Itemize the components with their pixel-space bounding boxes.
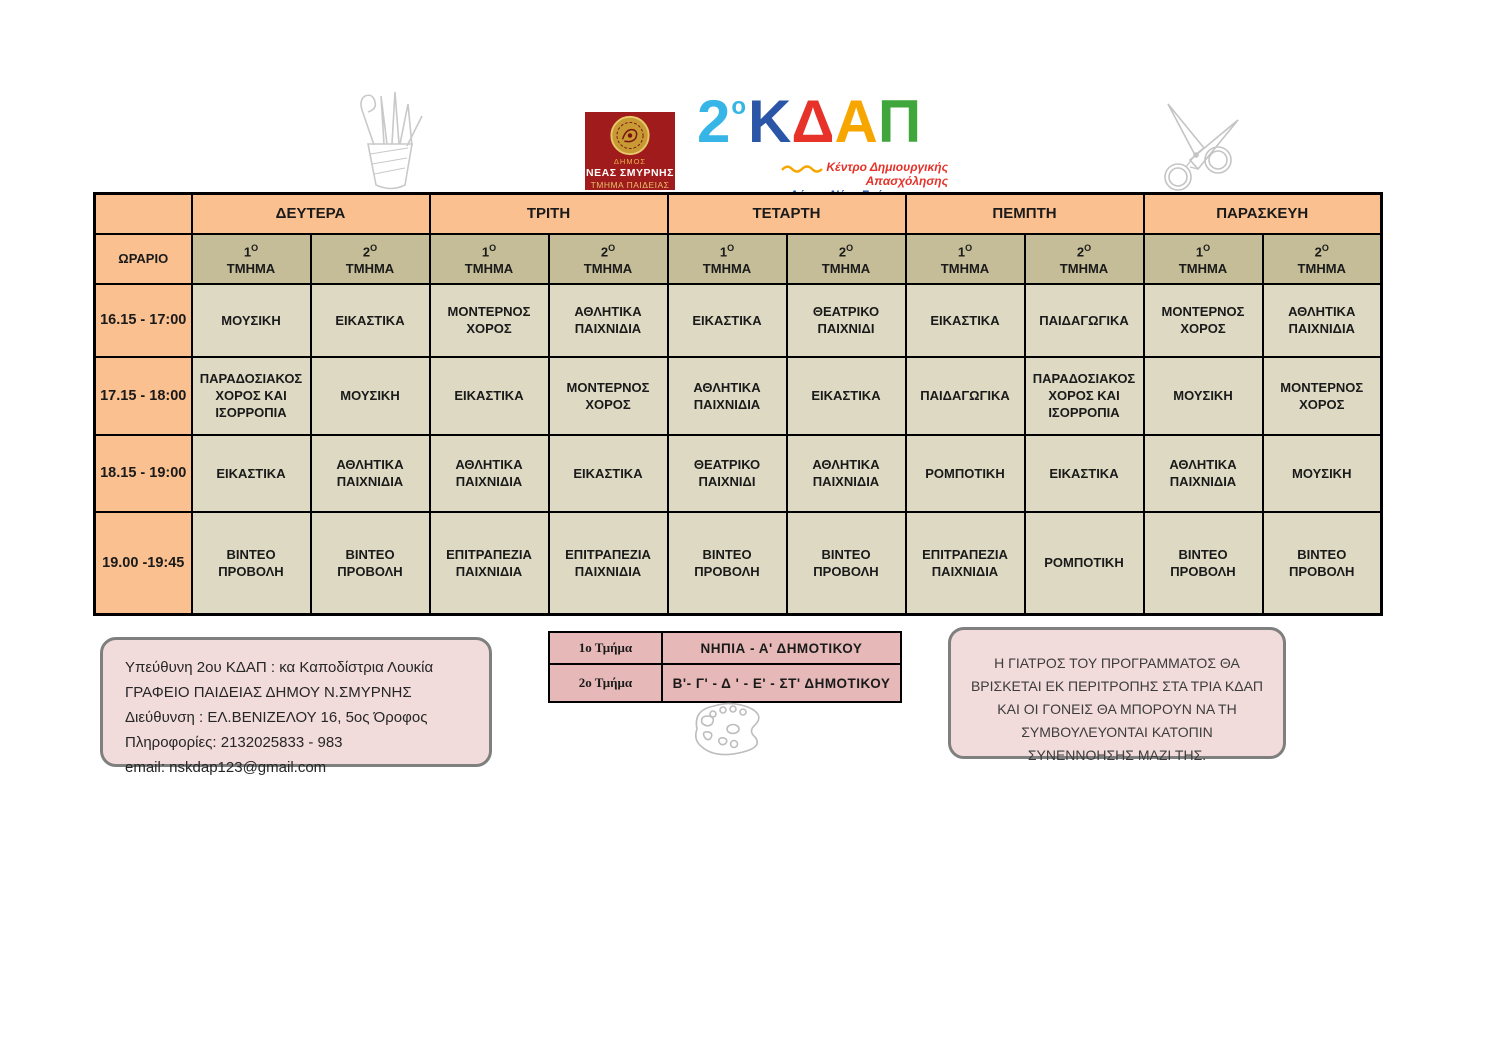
activity-cell: ΜΟΥΣΙΚΗ <box>311 357 430 435</box>
section-number: 1 <box>719 244 728 260</box>
table-row <box>549 664 901 702</box>
section-header <box>1263 234 1382 284</box>
title-letter-k: Κ <box>748 88 792 155</box>
section-header <box>549 234 668 284</box>
section-sup: Ο <box>1203 243 1211 254</box>
activity-cell: ΘΕΑΤΡΙΚΟ ΠΑΙΧΝΙΔΙ <box>668 435 787 512</box>
section-number: 1 <box>1195 244 1204 260</box>
section-label: ΤΜΗΜΑ <box>1059 260 1109 276</box>
activity-cell: ΕΙΚΑΣΤΙΚΑ <box>549 435 668 512</box>
activity-cell: ΜΟΝΤΕΡΝΟΣ ΧΟΡΟΣ <box>549 357 668 435</box>
section-sup: Ο <box>489 243 497 254</box>
table-row <box>95 357 1382 435</box>
activity-cell: ΡΟΜΠΟΤΙΚΗ <box>1025 512 1144 615</box>
palette-icon <box>686 698 766 764</box>
section-number: 1 <box>957 244 966 260</box>
activity-cell: ΠΑΙΔΑΓΩΓΙΚΑ <box>906 357 1025 435</box>
section-label: ΤΜΗΜΑ <box>940 260 990 276</box>
scissors-icon <box>1138 98 1260 194</box>
activity-cell: ΕΙΚΑΣΤΙΚΑ <box>430 357 549 435</box>
day-header-wednesday: ΤΕΤΑΡΤΗ <box>668 194 906 234</box>
section-2-label: 2ο Τμήμα <box>549 664 662 702</box>
section-label: ΤΜΗΜΑ <box>345 260 395 276</box>
municipality-logo <box>585 112 675 190</box>
activity-cell: ΕΙΚΑΣΤΙΚΑ <box>192 435 311 512</box>
contact-line: Πληροφορίες: 2132025833 - 983 <box>125 734 343 751</box>
contact-info-box <box>100 637 492 776</box>
activity-cell: ΒΙΝΤΕΟ ΠΡΟΒΟΛΗ <box>192 512 311 615</box>
activity-cell: ΕΙΚΑΣΤΙΚΑ <box>906 284 1025 357</box>
time-slot: 18.15 - 19:00 <box>95 435 192 512</box>
section-sup: Ο <box>1321 243 1329 254</box>
activity-cell: ΒΙΝΤΕΟ ΠΡΟΒΟΛΗ <box>311 512 430 615</box>
activity-cell: ΒΙΝΤΕΟ ΠΡΟΒΟΛΗ <box>1263 512 1382 615</box>
time-slot: 19.00 -19:45 <box>95 512 192 615</box>
section-header <box>430 234 549 284</box>
section-number: 1 <box>481 244 490 260</box>
section-sup: Ο <box>727 243 735 254</box>
section-header <box>668 234 787 284</box>
activity-cell: ΕΠΙΤΡΑΠΕΖΙΑ ΠΑΙΧΝΙΔΙΑ <box>906 512 1025 615</box>
activity-cell: ΒΙΝΤΕΟ ΠΡΟΒΟΛΗ <box>1144 512 1263 615</box>
section-header <box>906 234 1025 284</box>
section-sup: Ο <box>965 243 973 254</box>
activity-cell: ΕΙΚΑΣΤΙΚΑ <box>1025 435 1144 512</box>
wavy-line-icon <box>781 163 823 173</box>
section-number: 2 <box>1314 244 1322 260</box>
logo-line-dimos: ΔΗΜΟΣ <box>613 157 647 166</box>
activity-cell: ΕΠΙΤΡΑΠΕΖΙΑ ΠΑΙΧΝΙΔΙΑ <box>549 512 668 615</box>
activity-cell: ΡΟΜΠΟΤΙΚΗ <box>906 435 1025 512</box>
title-letter-d: Δ <box>791 88 835 155</box>
section-sup: Ο <box>608 243 616 254</box>
activity-cell: ΑΘΛΗΤΙΚΑ ΠΑΙΧΝΙΔΙΑ <box>1144 435 1263 512</box>
corner-cell <box>95 194 192 234</box>
table-row <box>95 284 1382 357</box>
contact-line: Υπεύθυνη 2ου ΚΔΑΠ : κα Καποδίστρια Λουκία <box>125 659 434 676</box>
section-header <box>311 234 430 284</box>
section-1-value: ΝΗΠΙΑ - Α' ΔΗΜΟΤΙΚΟΥ <box>662 632 901 664</box>
table-row <box>95 435 1382 512</box>
title-ordinal: ο <box>731 93 747 120</box>
activity-cell: ΜΟΝΤΕΡΝΟΣ ΧΟΡΟΣ <box>1144 284 1263 357</box>
activity-cell: ΑΘΛΗΤΙΚΑ ΠΑΙΧΝΙΔΙΑ <box>549 284 668 357</box>
day-header-monday: ΔΕΥΤΕΡΑ <box>192 194 430 234</box>
activity-cell: ΠΑΡΑΔΟΣΙΑΚΟΣ ΧΟΡΟΣ ΚΑΙ ΙΣΟΡΡΟΠΙΑ <box>1025 357 1144 435</box>
title-letter-p: Π <box>877 88 922 155</box>
section-header <box>1025 234 1144 284</box>
day-header-thursday: ΠΕΜΠΤΗ <box>906 194 1144 234</box>
activity-cell: ΑΘΛΗΤΙΚΑ ΠΑΙΧΝΙΔΙΑ <box>311 435 430 512</box>
logo-line-dept: ΤΜΗΜΑ ΠΑΙΔΕΙΑΣ <box>590 180 670 190</box>
section-header <box>1144 234 1263 284</box>
activity-cell: ΕΙΚΑΣΤΙΚΑ <box>668 284 787 357</box>
activity-cell: ΑΘΛΗΤΙΚΑ ΠΑΙΧΝΙΔΙΑ <box>668 357 787 435</box>
activity-cell: ΜΟΝΤΕΡΝΟΣ ΧΟΡΟΣ <box>430 284 549 357</box>
activity-cell: ΜΟΥΣΙΚΗ <box>1263 435 1382 512</box>
activity-cell: ΕΠΙΤΡΑΠΕΖΙΑ ΠΑΙΧΝΙΔΙΑ <box>430 512 549 615</box>
section-1-label: 1ο Τμήμα <box>549 632 662 664</box>
municipality-seal-icon <box>609 115 651 156</box>
page-title <box>697 88 922 155</box>
doctor-note-box <box>948 627 1286 763</box>
section-header <box>192 234 311 284</box>
contact-line: ΓΡΑΦΕΙΟ ΠΑΙΔΕΙΑΣ ΔΗΜΟΥ Ν.ΣΜΥΡΝΗΣ <box>125 684 412 701</box>
activity-cell: ΒΙΝΤΕΟ ΠΡΟΒΟΛΗ <box>787 512 906 615</box>
title-letter-a: Α <box>834 88 878 155</box>
section-label: ΤΜΗΜΑ <box>226 260 276 276</box>
section-sup: Ο <box>846 243 854 254</box>
doctor-note-text: Η ΓΙΑΤΡΟΣ ΤΟΥ ΠΡΟΓΡΑΜΜΑΤΟΣ ΘΑ ΒΡΙΣΚΕΤΑΙ ΕΚ ΠΕΡΙΤΡΟΠΗΣ ΣΤΑ ΤΡΙΑ ΚΔΑΠ ΚΑΙ ΟΙ ΓΟΝΕΙΣ ΘΑ ΜΠΟΡΟΥΝ ΝΑ ΤΗ ΣΥΜΒΟΥΛΕΥΟΝΤΑΙ ΚΑΤΟΠΙΝ ΣΥΝΕΝΝΟΗΣΗΣ ΜΑΖΙ ΤΗΣ. <box>970 655 1264 763</box>
table-row <box>95 512 1382 615</box>
brush-cup-icon <box>332 84 450 196</box>
schedule-table <box>93 192 1383 616</box>
day-header-tuesday: ΤΡΙΤΗ <box>430 194 668 234</box>
section-header <box>787 234 906 284</box>
time-slot: 17.15 - 18:00 <box>95 357 192 435</box>
activity-cell: ΕΙΚΑΣΤΙΚΑ <box>787 357 906 435</box>
activity-cell: ΜΟΝΤΕΡΝΟΣ ΧΟΡΟΣ <box>1263 357 1382 435</box>
contact-line: email: nskdap123@gmail.com <box>125 759 327 776</box>
activity-cell: ΘΕΑΤΡΙΚΟ ΠΑΙΧΝΙΔΙ <box>787 284 906 357</box>
activity-cell: ΑΘΛΗΤΙΚΑ ΠΑΙΧΝΙΔΙΑ <box>1263 284 1382 357</box>
section-2-value: Β'- Γ' - Δ ' - Ε' - ΣΤ' ΔΗΜΟΤΙΚΟΥ <box>662 664 901 702</box>
section-number: 2 <box>362 244 371 260</box>
activity-cell: ΕΙΚΑΣΤΙΚΑ <box>311 284 430 357</box>
table-row <box>549 632 901 664</box>
activity-cell: ΜΟΥΣΙΚΗ <box>192 284 311 357</box>
activity-cell: ΑΘΛΗΤΙΚΑ ΠΑΙΧΝΙΔΙΑ <box>787 435 906 512</box>
section-label: ΤΜΗΜΑ <box>1297 260 1346 276</box>
section-number: 1 <box>243 244 252 260</box>
activity-cell: ΠΑΙΔΑΓΩΓΙΚΑ <box>1025 284 1144 357</box>
time-slot: 16.15 - 17:00 <box>95 284 192 357</box>
section-sup: Ο <box>1084 243 1092 254</box>
title-number: 2 <box>697 88 732 155</box>
section-number: 2 <box>838 244 847 260</box>
section-sup: Ο <box>370 243 378 254</box>
hours-label: ΩΡΑΡΙΟ <box>95 234 192 284</box>
section-sup: Ο <box>251 243 259 254</box>
section-number: 2 <box>600 244 609 260</box>
logo-line-name: ΝΕΑΣ ΣΜΥΡΝΗΣ <box>586 167 674 179</box>
activity-cell: ΒΙΝΤΕΟ ΠΡΟΒΟΛΗ <box>668 512 787 615</box>
section-number: 2 <box>1076 244 1085 260</box>
section-label: ΤΜΗΜΑ <box>1178 260 1228 276</box>
section-label: ΤΜΗΜΑ <box>702 260 752 276</box>
section-label: ΤΜΗΜΑ <box>821 260 871 276</box>
activity-cell: ΜΟΥΣΙΚΗ <box>1144 357 1263 435</box>
activity-cell: ΑΘΛΗΤΙΚΑ ΠΑΙΧΝΙΔΙΑ <box>430 435 549 512</box>
section-label: ΤΜΗΜΑ <box>464 260 514 276</box>
contact-line: Διεύθυνση : ΕΛ.ΒΕΝΙΖΕΛΟΥ 16, 5ος Όροφος <box>125 709 428 726</box>
sections-legend-table <box>548 631 902 703</box>
section-label: ΤΜΗΜΑ <box>583 260 633 276</box>
day-header-friday: ΠΑΡΑΣΚΕΥΗ <box>1144 194 1382 234</box>
activity-cell: ΠΑΡΑΔΟΣΙΑΚΟΣ ΧΟΡΟΣ ΚΑΙ ΙΣΟΡΡΟΠΙΑ <box>192 357 311 435</box>
subtitle-line1: Κέντρο Δημιουργικής Απασχόλησης <box>826 160 948 188</box>
